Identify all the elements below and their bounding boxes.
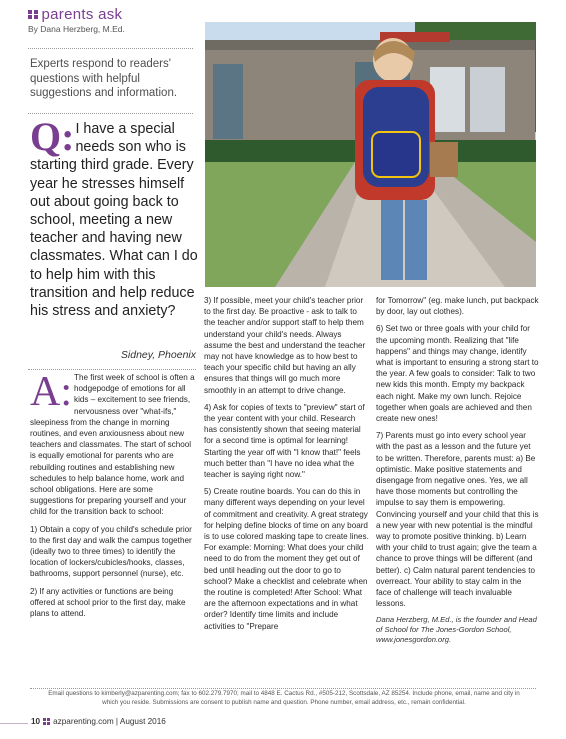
answer-paragraph: A: The first week of school is often a hodgepodge of emotions for all kids – excitement to see friends, nervousness over "what-ifs," sleepiness from the change in morning routines, and even anxiousness about new teachers and classmates. The start of school is equally emotional for parents who are rebuilding routines and establishing new schedules to help balance home, work and school obligations. Here are some suggestions for preparing yourself and your child for the transition back to school: bbox=[30, 369, 195, 517]
article-paragraph: 4) Ask for copies of texts to "preview" start of the year content with your child. Research has consistently shown that seeing material for a second time is optimal for learning! Starting the year off with "I know that!" feels much better than "I have no idea what the teacher is saying right now." bbox=[204, 402, 365, 480]
article-paragraph: for Tomorrow" (eg. make lunch, put backpack by door, lay out clothes). bbox=[376, 296, 539, 317]
article-paragraph: 5) Create routine boards. You can do this in many different ways depending on your level of commitment and creativity. A great strategy for helping define blocks of time on any board is to use colored masking tape to create lines. For example: Morning: What does your child need to do from the moment they get out of bed until heading out the door to go to school? Make a checklist and celebrate when the routine is completed! After School: What are the afternoon expectations and in what order? Identify time limits and include activities to "Prepare bbox=[204, 487, 369, 631]
header bbox=[28, 6, 198, 34]
section-title bbox=[28, 6, 198, 23]
article-column-2 bbox=[204, 295, 370, 638]
page-footer bbox=[31, 717, 166, 726]
section-label: parents ask bbox=[41, 6, 123, 23]
answer-letter: A: bbox=[30, 369, 73, 415]
byline: By Dana Herzberg, M.Ed. bbox=[28, 24, 125, 34]
question-letter: Q: bbox=[30, 114, 75, 159]
question-text: I have a special needs son who is starting third grade. Every year he stresses himself out about going back to school, meeting a new teacher and having new classmates. What can I do to help him with this transition and help reduce his stress and anxiety? bbox=[30, 121, 198, 320]
answer-paragraph: 1) Obtain a copy of you child's schedule prior to the first day and walk the campus together (ideally two to three times) to identify the location of lockers/cubicles/hooks, classes, bathrooms, support personnel (nurse), etc. bbox=[30, 524, 192, 579]
grid-icon bbox=[43, 718, 50, 725]
answer-paragraph: 2) If any activities or functions are being offered at school prior to the first day, make plans to attend. bbox=[30, 586, 186, 619]
article-paragraph: 7) Parents must go into every school year with the past as a lesson and the future yet to be written. Therefore, parents must: a) Be optimistic. Make positive statements and disengage from negative ones. Yes, we all have those moments but controlling the impulse to say them is empowering. Convincing yourself and your child that this is a new year with new potential is the mindful way to promote positive thinking. b) Learn with your child to trust again; give the team a chance to prove things will be different (and better). c) Calm natural parent tendencies to overreact. Your ability to stay calm in the face of challenge will teach invaluable lessons. bbox=[376, 431, 539, 609]
answer-column bbox=[30, 369, 196, 625]
page-footer-line bbox=[0, 723, 28, 724]
page-number: 10 bbox=[31, 717, 41, 726]
grid-icon bbox=[28, 10, 38, 20]
divider bbox=[30, 688, 536, 689]
author-bio: Dana Herzberg, M.Ed., is the founder and Head of School for The Jones-Gordon School, www.jonesgordon.org. bbox=[376, 615, 537, 645]
divider bbox=[28, 48, 193, 49]
question-block bbox=[30, 114, 198, 320]
page-footer-text: azparenting.com | August 2016 bbox=[53, 717, 166, 726]
submission-note: Email questions to kimberly@azparenting.com; fax to 602.279.7970; mail to 4848 E. Cactus Rd., #505-212, Scottsdale, AZ 85254. Include phone, email, name and city in which you reside. Submissions are consent to publish name and question. Phone number, email address, etc., remain confidential. bbox=[48, 690, 520, 706]
intro-text: Experts respond to readers' questions with helpful suggestions and information. bbox=[30, 58, 178, 99]
article-paragraph: 6) Set two or three goals with your child for the upcoming month. Realizing that "life happens" and things may change, identify what is important to ensuring a strong start to the year. A few goals to consider: Talk to two new kids this month. Empty my backpack each night. Make my own lunch. Rejoice together when goals are achieved and then create new ones! bbox=[376, 324, 539, 424]
question-author: Sidney, Phoenix bbox=[120, 349, 196, 361]
photo-child-with-backpack bbox=[205, 22, 536, 287]
article-paragraph: 3) If possible, meet your child's teacher prior to the first day. Be proactive - ask to talk to the teacher and/or support staff to help them understand your child's needs. Always assume the best and understand the teacher may not have knowledge as to how best to teach your specific child but having an ally ensures that things will go much more smoothly in an attempt to drive change. bbox=[204, 296, 366, 395]
article-column-3 bbox=[376, 295, 539, 645]
